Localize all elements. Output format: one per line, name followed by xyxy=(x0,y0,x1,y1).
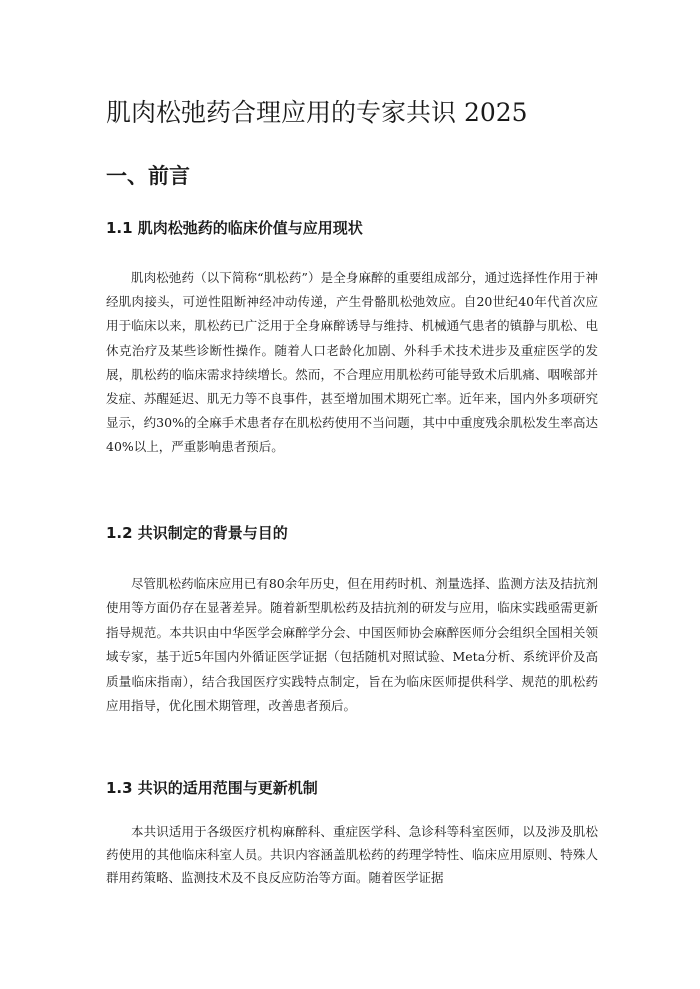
document-title: 肌肉松弛药合理应用的专家共识 2025 xyxy=(106,98,528,127)
paragraph-1-1: 肌肉松弛药（以下简称“肌松药”）是全身麻醉的重要组成部分，通过选择性作用于神经肌肉接头，可逆性阻断神经冲动传递，产生骨骼肌松弛效应。自20世纪40年代首次应用于临床以来，肌松药已广泛用于全身麻醉诱导与维持、机械通气患者的镇静与肌松、电休克治疗及某些诊断性操作。随着人口老龄化加剧、外科手术技术进步及重症医学的发展，肌松药的临床需求持续增长。然而，不合理应用肌松药可能导致术后肌痛、咽喉部并发症、苏醒延迟、肌无力等不良事件，甚至增加围术期死亡率。近年来，国内外多项研究显示，约30%的全麻手术患者存在肌松药使用不当问题，其中中重度残余肌松发生率高达40%以上，严重影响患者预后。 xyxy=(106,270,598,455)
subsection-heading-1-1: 1.1 肌肉松弛药的临床价值与应用现状 xyxy=(106,219,363,237)
subsection-heading-1-2: 1.2 共识制定的背景与目的 xyxy=(106,524,288,542)
paragraph-1-2: 尽管肌松药临床应用已有80余年历史，但在用药时机、剂量选择、监测方法及拮抗剂使用等方面仍存在显著差异。随着新型肌松药及拮抗剂的研发与应用，临床实践亟需更新指导规范。本共识由中华医学会麻醉学分会、中国医师协会麻醉医师分会组织全国相关领域专家，基于近5年国内外循证医学证据（包括随机对照试验、Meta分析、系统评价及高质量临床指南），结合我国医疗实践特点制定，旨在为临床医师提供科学、规范的肌松药应用指导，优化围术期管理，改善患者预后。 xyxy=(106,576,598,714)
subsection-heading-1-3: 1.3 共识的适用范围与更新机制 xyxy=(106,779,318,797)
paragraph-1-3: 本共识适用于各级医疗机构麻醉科、重症医学科、急诊科等科室医师，以及涉及肌松药使用的其他临床科室人员。共识内容涵盖肌松药的药理学特性、临床应用原则、特殊人群用药策略、监测技术及不良反应防治等方面。随着医学证据 xyxy=(106,824,598,885)
section-heading-preface: 一、前言 xyxy=(106,163,190,188)
